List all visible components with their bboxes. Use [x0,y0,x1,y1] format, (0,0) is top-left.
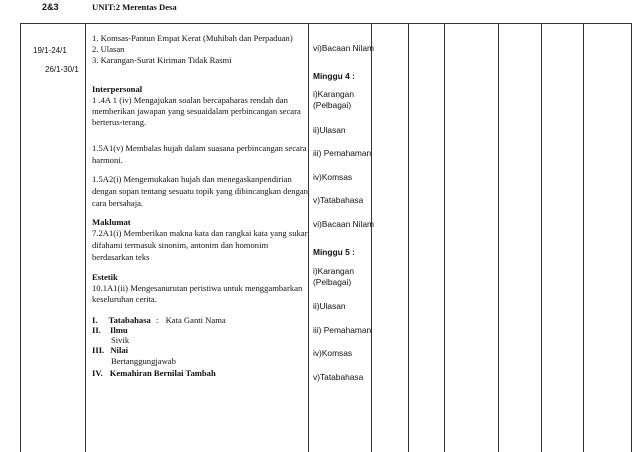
w4-komsas: iv)Komsas [313,172,353,182]
content-item-1: 1. Komsas-Pantun Empat Kerat (Muhibah dan Perpaduan) [92,33,293,43]
maklumat-heading: Maklumat [92,217,131,227]
minggu-4-heading: Minggu 4 : [313,71,355,81]
interpersonal-s1-line1: 1 .4A 1 (iv) Mengajukan soalan bercapaharas rendah dan [92,95,288,105]
w5-karangan: i)Karangan [313,266,354,276]
interpersonal-heading: Interpersonal [92,84,143,94]
interpersonal-s3-line1: 1.5A2(i) Mengemukakan hujah dan menegaskanpendirian [92,174,292,184]
interpersonal-s2-line2: harmoni. [92,155,123,165]
nilai-row [92,345,128,356]
nilai-label: Nilai [110,345,129,355]
w4-karangan: i)Karangan [313,89,354,99]
content-item-3: 3. Karangan-Surat Kiriman Tidak Rasmi [92,55,232,65]
w4-pelbagai: (Pelbagai) [313,100,352,110]
estetik-s1-line1: 10.1A1(ii) Mengesanurutan peristiwa untuk menggambarkan [92,283,303,293]
w5-komsas: iv)Komsas [313,348,353,358]
w5-tatabahasa: v)Tatabahasa [313,372,364,382]
ilmu-value: Sivik [111,335,130,345]
week-date-2: 26/1-30/1 [45,65,79,74]
interpersonal-s1-line3: berterus-terang. [92,117,147,127]
maklumat-s1-line2: difahami termasuk sinonim, antonim dan homonim [92,240,269,250]
col-border-5 [444,23,445,452]
tatabahasa-value: Kata Ganti Nama [165,315,226,325]
minggu-5-heading: Minggu 5 : [313,247,355,257]
col-border-3 [371,23,372,452]
maklumat-s1-line3: berdasarkan teks [92,252,150,262]
tatabahasa-sep: : [156,315,159,325]
tatabahasa-label: Tatabahasa [108,315,151,325]
ilmu-label: Ilmu [110,325,128,335]
estetik-s1-line2: keseluruhan cerita. [92,294,157,304]
w5-ulasan: ii)Ulasan [313,301,346,311]
col-border-4 [408,23,409,452]
w4-pemahaman: iii) Pemahaman [313,148,372,158]
col-border-6 [498,23,499,452]
kemahiran-row [92,368,216,379]
interpersonal-s3-line3: cara bersahaja. [92,198,144,208]
interpersonal-s3-line2: dengan sopan tentang sesuatu topik yang dibincangkan dengan [92,186,308,196]
tatabahasa-num: I. [92,315,98,325]
content-item-2: 2. Ulasan [92,44,125,54]
nilai-num: III. [92,345,105,355]
estetik-heading: Estetik [92,272,118,282]
interpersonal-s1-line2: memberikan jawapan yang sesuaidalam perbincangan secara [92,106,301,116]
col-border-7 [541,23,542,452]
kemahiran-label: Kemahiran Bernilai Tambah [109,368,216,378]
col-border-0 [20,23,21,452]
interpersonal-s2-line1: 1.5A1(v) Membalas hujah dalam suasana perbincangan secara [92,143,307,153]
w4-ulasan: ii)Ulasan [313,125,346,135]
w4-tatabahasa: v)Tatabahasa [313,195,364,205]
week-label: 2&3 [42,2,59,12]
col-border-8 [583,23,584,452]
activity-bacaan-nilam-1: vi)Bacaan Nilam [313,43,374,53]
w5-pemahaman: iii) Pemahaman [313,325,372,335]
col-border-2 [308,23,309,452]
col-border-1 [85,23,86,452]
week-date-1: 19/1-24/1 [33,46,67,55]
nilai-value: Bertanggungjawab [111,356,176,366]
tatabahasa-row [92,315,226,326]
ilmu-row [92,325,128,336]
unit-title: UNIT:2 Merentas Desa [92,2,177,12]
w5-pelbagai: (Pelbagai) [313,277,352,287]
w4-bacaan-nilam: vi)Bacaan Nilam [313,219,374,229]
col-border-9 [631,23,632,452]
kemahiran-num: IV. [92,368,103,378]
ilmu-num: II. [92,325,101,335]
maklumat-s1-line1: 7.2A1(i) Memberikan makna kata dan rangkai kata yang sukar [92,228,308,238]
